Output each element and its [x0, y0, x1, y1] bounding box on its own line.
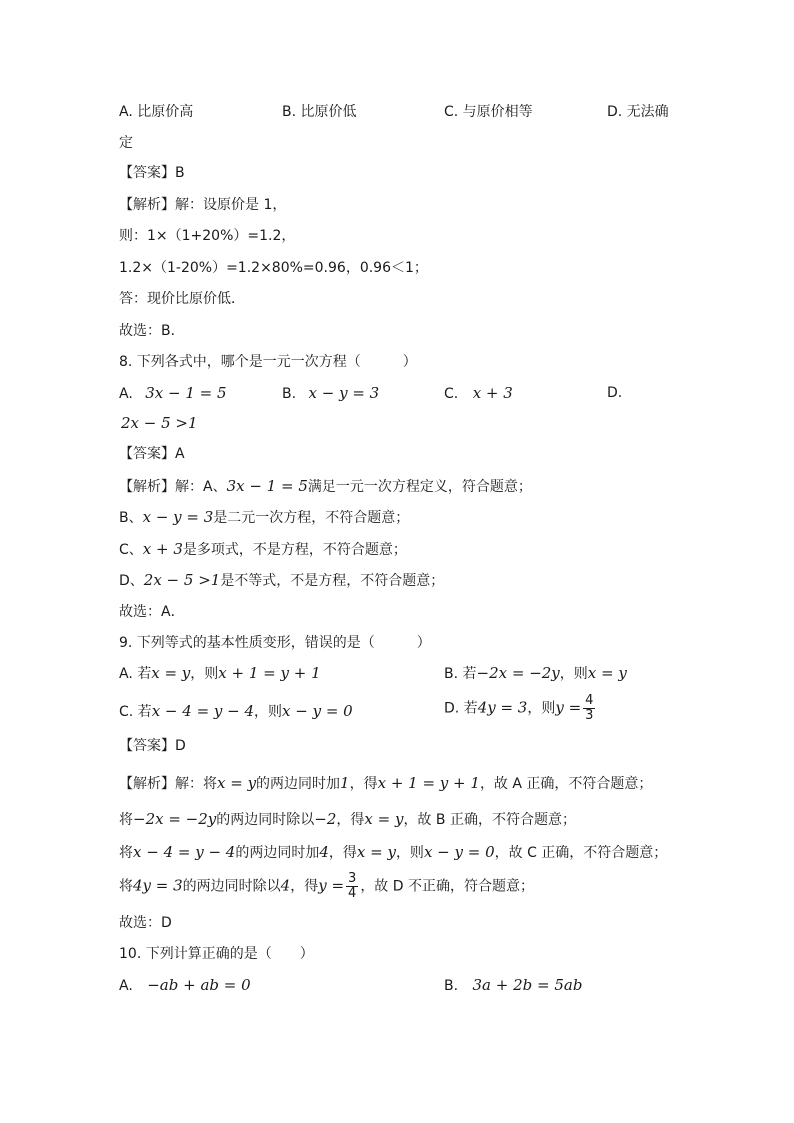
q9-option-d — [444, 694, 597, 723]
analysis-text: ，故 C 正确，不符合题意； — [494, 845, 668, 861]
fraction-denominator: 3 — [585, 708, 594, 723]
option-math: x + 3 — [472, 384, 513, 402]
analysis-text: 解：设原价是 1， — [175, 197, 287, 213]
q7-analysis-line-4: 答：现价比原价低． — [119, 291, 245, 307]
q8-analysis-line-2 — [119, 508, 409, 527]
analysis-math: 2x − 5 >1 — [143, 571, 221, 589]
q9-analysis-line-2 — [119, 810, 576, 829]
analysis-math: 4 — [280, 876, 291, 895]
q8-choose: 故选：A． — [119, 604, 185, 620]
analysis-math: 4y = 3 — [133, 876, 183, 895]
q7-option-a: A. 比原价高 — [119, 104, 194, 120]
analysis-text: 解：A、 — [175, 479, 227, 495]
option-math: 4y = 3 — [477, 698, 528, 717]
q9-analysis-line-1 — [119, 774, 652, 793]
analysis-math: −2 — [314, 810, 337, 828]
q8-question: 8. 下列各式中，哪个是一元一次方程（ ） — [119, 354, 417, 370]
analysis-math: x = y — [364, 810, 404, 828]
q8-option-c — [444, 384, 513, 403]
analysis-math: 1 — [340, 774, 350, 792]
option-label: B. — [444, 978, 459, 994]
analysis-text: 的两边同时加 — [256, 776, 341, 792]
analysis-text: 的两边同时除以 — [216, 812, 315, 828]
q10-option-b — [444, 976, 582, 995]
answer-value: D — [175, 738, 186, 754]
option-text: ，则 — [527, 700, 556, 717]
option-text: A. 若 — [119, 666, 152, 682]
analysis-text: 将 — [119, 845, 133, 861]
q9-analysis-line-4 — [119, 872, 534, 901]
analysis-text: ，得 — [336, 812, 365, 828]
analysis-text: 将 — [119, 878, 133, 895]
q8-option-d-math: 2x − 5 >1 — [121, 414, 198, 432]
option-math: x − 4 = y − 4 — [151, 702, 255, 720]
q9-analysis-line-3 — [119, 843, 667, 862]
option-label: A. — [119, 978, 133, 994]
analysis-math: x + 1 = y + 1 — [377, 774, 480, 792]
analysis-math: y = — [318, 876, 345, 895]
q7-analysis-line-3: 1.2×（1-20%）=1.2×80%=0.96，0.96＜1； — [119, 260, 428, 276]
analysis-math: x − y = 3 — [142, 508, 214, 526]
option-text: D. 若 — [444, 700, 478, 717]
analysis-math: 3x − 1 = 5 — [226, 477, 308, 495]
answer-value: A — [175, 446, 185, 462]
option-math: x = y — [587, 664, 627, 682]
analysis-text: ，得 — [349, 776, 378, 792]
q7-option-d-continued: 定 — [119, 135, 133, 151]
option-math: y = — [555, 698, 582, 717]
fraction-numerator: 3 — [348, 871, 357, 886]
analysis-tag: 【解析】 — [119, 479, 175, 495]
answer-tag: 【答案】 — [119, 165, 175, 181]
option-math: 3a + 2b = 5ab — [472, 976, 583, 994]
analysis-text: 满足一元一次方程定义，符合题意； — [307, 479, 532, 495]
analysis-text: C、 — [119, 542, 143, 558]
q8-analysis-line-1 — [119, 477, 532, 496]
analysis-math: x − 4 = y − 4 — [133, 843, 236, 861]
analysis-text: 是二元一次方程，不符合题意； — [213, 510, 410, 526]
analysis-text: ，故 D 不正确，符合题意； — [360, 878, 534, 895]
option-math: −2x = −2y — [476, 664, 560, 682]
q10-question: 10. 下列计算正确的是（ ） — [119, 946, 314, 962]
q10-option-a — [119, 976, 251, 995]
q8-analysis-line-3 — [119, 540, 407, 559]
analysis-text: 将 — [119, 812, 133, 828]
analysis-math: x = y — [356, 843, 396, 861]
option-text: C. 若 — [119, 704, 152, 720]
option-text: ，则 — [254, 704, 283, 720]
analysis-tag: 【解析】 — [119, 776, 175, 792]
option-text: B. 若 — [444, 666, 477, 682]
option-math: x − y = 0 — [282, 702, 353, 720]
q8-analysis-line-4 — [119, 571, 444, 590]
option-label: A. — [119, 386, 133, 402]
option-math: x + 1 = y + 1 — [218, 664, 321, 682]
q7-option-d: D. 无法确 — [607, 104, 669, 120]
q8-option-b — [282, 384, 379, 403]
q7-analysis-line-1 — [119, 196, 286, 214]
analysis-text: 的两边同时加 — [235, 845, 320, 861]
q7-choose: 故选：B． — [119, 323, 185, 339]
analysis-math: −2x = −2y — [133, 810, 217, 828]
answer-tag: 【答案】 — [119, 446, 175, 462]
q9-question: 9. 下列等式的基本性质变形，错误的是（ ） — [119, 635, 431, 651]
option-label: C. — [444, 386, 459, 402]
q9-choose: 故选：D — [119, 915, 172, 931]
q9-option-c — [119, 702, 353, 721]
fraction — [346, 872, 358, 901]
analysis-text: 是多项式，不是方程，不符合题意； — [182, 542, 407, 558]
q9-answer — [119, 737, 186, 755]
analysis-text: 是不等式，不是方程，不符合题意； — [220, 573, 445, 589]
analysis-math: x = y — [217, 774, 257, 792]
analysis-text: ，则 — [395, 845, 424, 861]
q9-option-a — [119, 664, 321, 683]
fraction — [583, 694, 595, 723]
analysis-text: ，故 A 正确，不符合题意； — [479, 776, 653, 792]
analysis-tag: 【解析】 — [119, 197, 175, 213]
option-math: −ab + ab = 0 — [147, 976, 251, 994]
answer-tag: 【答案】 — [119, 738, 175, 754]
analysis-text: ，得 — [290, 878, 319, 895]
fraction-numerator: 4 — [585, 693, 594, 708]
option-math: x = y — [151, 664, 191, 682]
q8-option-d-label: D. — [607, 385, 623, 401]
q9-option-b — [444, 664, 627, 683]
q8-option-a — [119, 384, 227, 403]
analysis-math: x − y = 0 — [423, 843, 495, 861]
q8-answer — [119, 445, 185, 463]
analysis-text: D、 — [119, 573, 144, 589]
analysis-text: ，故 B 正确，不符合题意； — [403, 812, 576, 828]
fraction-denominator: 4 — [348, 886, 357, 901]
option-math: x − y = 3 — [308, 384, 380, 402]
option-text: ，则 — [190, 666, 219, 682]
analysis-math: x + 3 — [142, 540, 183, 558]
q7-answer — [119, 164, 185, 182]
q7-option-c: C. 与原价相等 — [444, 104, 533, 120]
option-label: B. — [282, 386, 297, 402]
option-math: 3x − 1 = 5 — [145, 384, 227, 402]
q7-analysis-line-2: 则：1×（1+20%）=1.2， — [119, 228, 296, 244]
analysis-text: 解：将 — [175, 776, 217, 792]
analysis-text: ，得 — [328, 845, 357, 861]
q7-option-b: B. 比原价低 — [282, 104, 357, 120]
answer-value: B — [175, 165, 185, 181]
analysis-text: 的两边同时除以 — [182, 878, 281, 895]
option-text: ，则 — [559, 666, 588, 682]
analysis-text: B、 — [119, 510, 143, 526]
analysis-math: 4 — [319, 843, 329, 861]
